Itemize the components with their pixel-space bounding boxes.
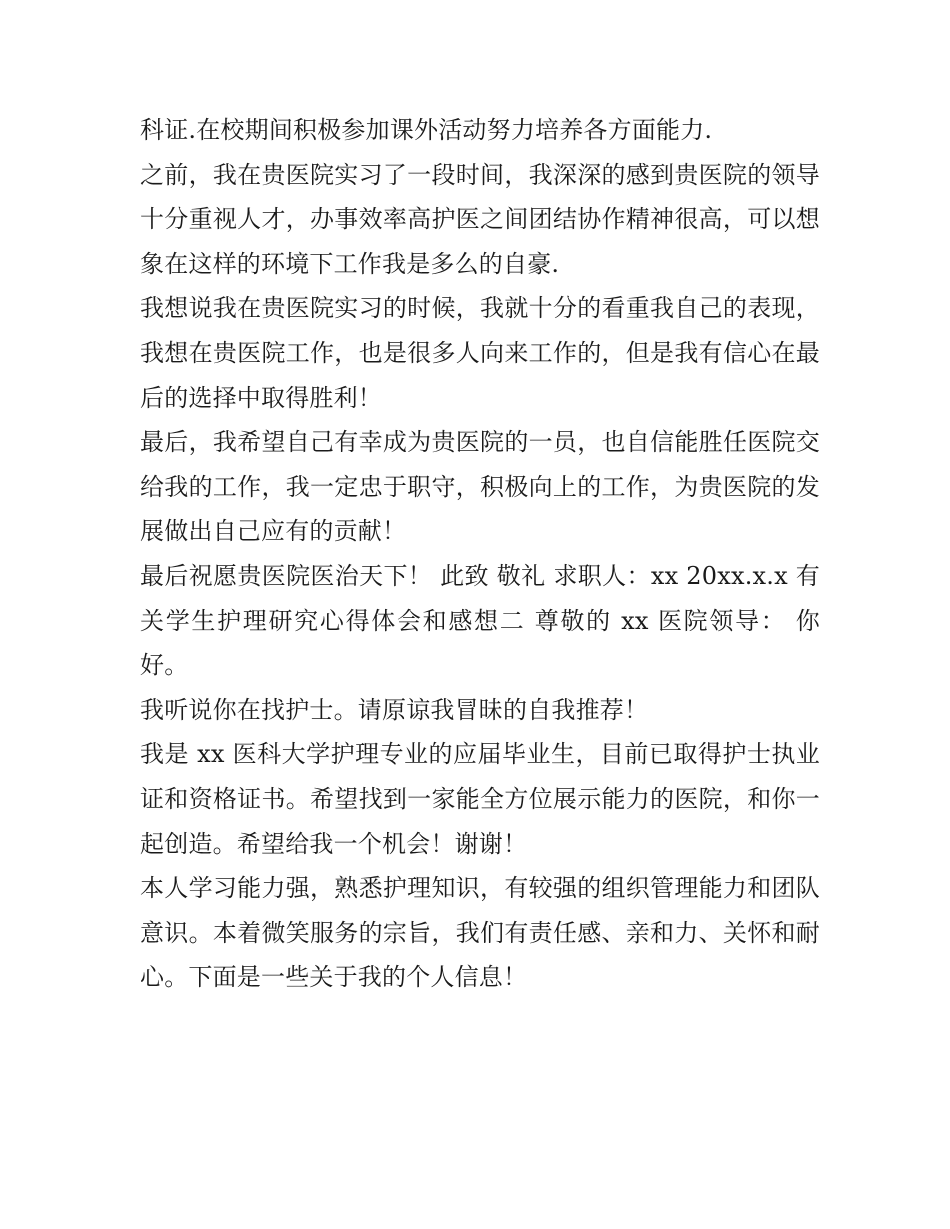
paragraph-8: 本人学习能力强，熟悉护理知识，有较强的组织管理能力和团队意识。本着微笑服务的宗旨，我们有责任感、亲和力、关怀和耐心。下面是一些关于我的个人信息！ [140, 874, 820, 992]
paragraph-4: 最后，我希望自己有幸成为贵医院的一员，也自信能胜任医院交给我的工作，我一定忠于职守，积极向上的工作，为贵医院的发展做出自己应有的贡献！ [140, 428, 820, 546]
paragraph-1: 科证.在校期间积极参加课外活动努力培养各方面能力. [140, 116, 713, 144]
paragraph-5: 最后祝愿贵医院医治天下！ 此致 敬礼 求职人：xx 20xx.x.x 有关学生护理研究心得体会和感想二 尊敬的 xx 医院领导： 你好。 [140, 561, 820, 680]
paragraph-2: 之前，我在贵医院实习了一段时间，我深深的感到贵医院的领导十分重视人才，办事效率高护医之间团结协作精神很高，可以想象在这样的环境下工作我是多么的自豪. [140, 160, 820, 278]
paragraph-6: 我听说你在找护士。请原谅我冒昧的自我推荐！ [140, 695, 649, 724]
document-body [140, 108, 820, 1000]
paragraph-3: 我想说我在贵医院实习的时候，我就十分的看重我自己的表现，我想在贵医院工作，也是很多人向来工作的，但是我有信心在最后的选择中取得胜利！ [140, 294, 820, 412]
paragraph-7: 我是 xx 医科大学护理专业的应届毕业生，目前已取得护士执业证和资格证书。希望找到一家能全方位展示能力的医院，和你一起创造。希望给我一个机会！谢谢！ [140, 740, 820, 858]
